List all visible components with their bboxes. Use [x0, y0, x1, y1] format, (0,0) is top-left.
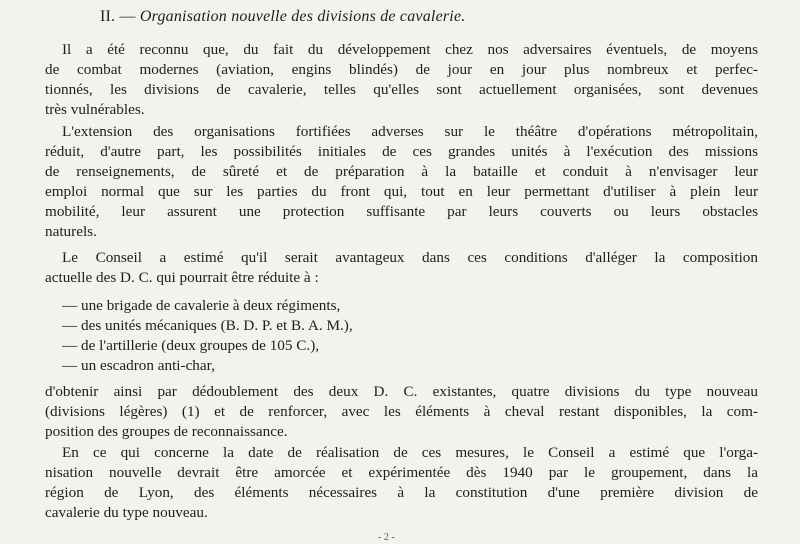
paragraph-5-line-1: En ce qui concerne la date de réalisation de ces mesures, le Conseil a estimé que l'orga- [62, 444, 758, 461]
paragraph-5-line-2: nisation nouvelle devrait être amorcée et expérimentée dès 1940 par le groupement, dans la [45, 464, 758, 481]
paragraph-1-line-4: très vulnérables. [45, 101, 145, 118]
page-number: - 2 - [378, 532, 395, 543]
paragraph-5-line-3: région de Lyon, des éléments nécessaires à la constitution d'une première division de [45, 484, 758, 501]
section-title: Organisation nouvelle des divisions de cavalerie. [139, 8, 466, 25]
paragraph-3-line-2: actuelle des D. C. qui pourrait être réduite à : [45, 269, 319, 286]
paragraph-2-line-4: emploi normal que sur les parties du front qui, tout en leur permettant d'utiliser à plein leur [45, 183, 758, 200]
paragraph-5-line-4: cavalerie du type nouveau. [45, 504, 208, 521]
paragraph-2-line-6: naturels. [45, 223, 97, 240]
list-item-2: — des unités mécaniques (B. D. P. et B. A. M.), [62, 317, 353, 334]
section-number: II. — [100, 8, 140, 25]
paragraph-1-line-1: Il a été reconnu que, du fait du développement chez nos adversaires éventuels, de moyens [62, 41, 758, 58]
list-item-1: — une brigade de cavalerie à deux régiments, [62, 297, 341, 314]
list-item-4: — un escadron anti-char, [62, 357, 215, 374]
list-item-3: — de l'artillerie (deux groupes de 105 C.), [62, 337, 320, 354]
paragraph-4-line-1: d'obtenir ainsi par dédoublement des deux D. C. existantes, quatre divisions du type nouveau [45, 383, 758, 400]
paragraph-2-line-5: mobilité, leur assurent une protection suffisante par leurs couverts ou leurs obstacles [45, 203, 758, 220]
paragraph-1-line-2: de combat modernes (aviation, engins blindés) de jour en jour plus nombreux et perfec- [45, 61, 758, 78]
paragraph-3-line-1: Le Conseil a estimé qu'il serait avantageux dans ces conditions d'alléger la composition [62, 249, 758, 266]
paragraph-2-line-3: de renseignements, de sûreté et de préparation à la bataille et conduit à n'envisager leur [45, 163, 758, 180]
paragraph-4-line-3: position des groupes de reconnaissance. [45, 423, 288, 440]
paragraph-1-line-3: tionnés, les divisions de cavalerie, telles qu'elles sont actuellement organisées, sont devenues [45, 81, 758, 98]
paragraph-2-line-1: L'extension des organisations fortifiées adverses sur le théâtre d'opérations métropolitain, [62, 123, 758, 140]
paragraph-2-line-2: réduit, d'autre part, les possibilités initiales de ces grandes unités à l'exécution des missions [45, 143, 758, 160]
section-heading [100, 8, 465, 26]
paragraph-4-line-2: (divisions légères) (1) et de renforcer, avec les éléments à cheval restant disponibles, la com- [45, 403, 758, 420]
